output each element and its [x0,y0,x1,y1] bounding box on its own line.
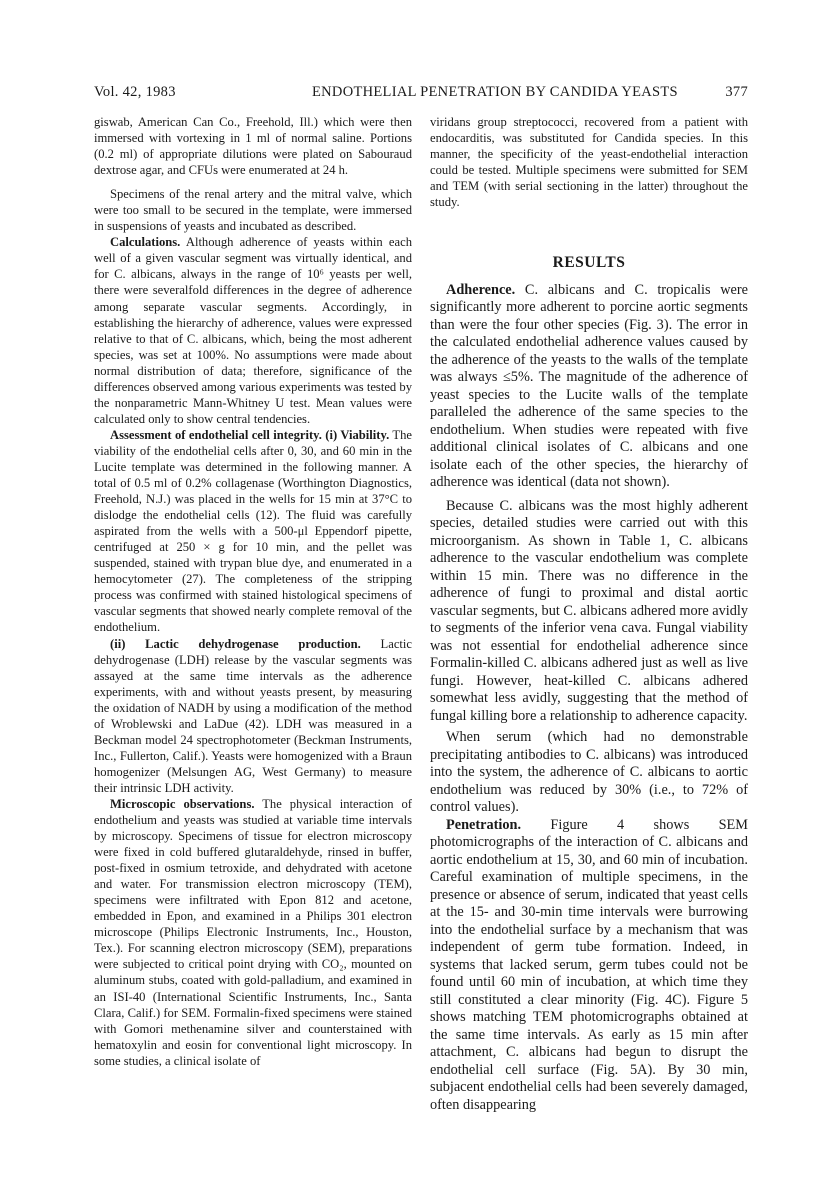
adherence-heading: Adherence. [446,281,516,298]
paragraph-method-continued: giswab, American Can Co., Freehold, Ill.) which were then immersed with vortexing in 1 ml of normal saline. Portions (0.2 ml) of appropriate dilutions were plated on Sabouraud dextrose agar, and CFUs were enumerated at 24 h. [94,115,412,178]
left-column [94,114,412,1069]
penetration-heading: Penetration. [446,816,522,833]
ldh-heading: (ii) Lactic dehydrogenase production. [110,636,361,651]
calculations-heading: Calculations. [110,235,181,250]
assessment-text: The viability of the endothelial cells after 0, 30, and 60 min in the Lucite template was determined in the following manner. A total of 0.5 ml of 0.2% collagenase (Worthington Diagnostics, Freehold, N.J.) was placed in the wells for 15 min at 37°C to dislodge the endothelial cells (12). The fluid was carefully aspirated from the wells with a 500-μl Eppendorf pipette, centrifuged at 250 × g for 10 min, and the pellet was suspended, stained with trypan blue dye, and enumerated in a hemocytometer (27). The completeness of the stripping process was confirmed with stained histological specimens of vascular segments that showed nearly complete removal of the endothelium. [94,427,412,635]
assessment-heading: Assessment of endothelial cell integrity. (i) Viability. [110,427,390,442]
microscopy-text: The physical interaction of endothelium and yeasts was studied at variable time intervals by microscopy. Specimens of tissue for electron microscopy were fixed in cold buffered glutaraldehyde, rinsed in buffer, post-fixed in osmium tetroxide, and dehydrated with acetone and water. For transmission electron microscopy (TEM), specimens were infiltrated with Epon 812 and acetone, embedded in Epon, and examined in a Philips 301 electron microscope (Philips Electronic Instruments, Inc., Houston, Tex.). For scanning electron microscopy (SEM), preparations were subjected to critical point drying with CO₂, mounted on aluminum stubs, coated with gold-palladium, and examined in an ISI-40 (International Scientific Instruments, Inc., Santa Clara, Calif.) for SEM. Formalin-fixed specimens were stained with Gomori methenamine silver and counterstained with hematoxylin and eosin for conventional light microscopy. In some studies, a clinical isolate of [94,796,412,1068]
page-number: 377 [725,84,748,100]
calculations-text: Although adherence of yeasts within each well of a given vascular segment was virtually identical, and for C. albicans, always in the range of 10⁶ yeasts per well, there were severalfold differences in the degree of adherence among separate vascular segments. Accordingly, in establishing the hierarchy of adherence, values were expressed relative to that of C. albicans, which, being the most adherent species, was set at 100%. No assumptions were made about normal distribution of data; therefore, significance of the differences observed among various experiments was tested by the nonparametric Mann-Whitney U test. Mean values were calculated only to show central tendencies. [94,235,412,426]
adherence-text: C. albicans and C. tropicalis were significantly more adherent to porcine aortic segments than were the four other species (Fig. 3). The error in the calculated endothelial adherence values caused by the adherence of the yeasts to the walls of the template was always ≤5%. The magnitude of the adherence of yeast species to the Lucite walls of the template paralleled the adherence of the same species to the endothelium. When studies were repeated with five additional clinical isolates of C. albicans and one isolate each of the other species, the hierarchy of adherence was identical (data not shown). [430,281,748,490]
paragraph-serum: When serum (which had no demonstrable precipitating antibodies to C. albicans) was introduced into the system, the adherence of C. albicans to aortic endothelium was reduced by 30% (i.e., to 72% of control values). [430,729,748,815]
penetration-text: Figure 4 shows SEM photomicrographs of the interaction of C. albicans and aortic endothelium at 15, 30, and 60 min of incubation. Careful examination of multiple specimens, in the presence or absence of serum, indicated that yeast cells at the 15- and 30-min time intervals were burrowing into the endothelial surface by a mechanism that was independent of germ tube formation. Indeed, in systems that lacked serum, germ tubes could not be found until 60 min of incubation, at which time they still constituted a clear minority (Fig. 4C). Figure 5 shows matching TEM photomicrographs obtained at the same time intervals. As early as 15 min after attachment, C. albicans had begun to disrupt the endothelial cell surface (Fig. 5A). By 30 min, subjacent endothelial cells had been severely damaged, often disappearing [430,816,749,1113]
results-heading: RESULTS [552,254,626,271]
ldh-text: Lactic dehydrogenase (LDH) release by the vascular segments was assayed at the same time intervals as the adherence experiments, with and without yeasts present, by measuring the oxidation of NADH by using a modification of the method of Wroblewski and LaDue (42). LDH was measured in a Beckman model 24 spectrophotometer (Beckman Instruments, Inc., Fullerton, Calif.). Yeasts were homogenized with a Braun homogenizer (Melsungen AG, West Germany) to measure their intrinsic LDH activity. [94,636,412,795]
running-header [94,84,748,104]
paragraph-because: Because C. albicans was the most highly adherent species, detailed studies were carried out with this microorganism. As shown in Table 1, C. albicans adherence to the vascular endothelium was complete within 15 min. There was no difference in the adherence of fungi to proximal and distal aortic vascular segments, but C. albicans adhered more avidly to segments of the inferior vena cava. Fungal viability was not essential for endothelial adherence since Formalin-killed C. albicans adhered just as well as live fungi. However, heat-killed C. albicans adhered somewhat less avidly, suggesting that the method of fungal killing bore a relationship to adherence capacity. [430,497,749,724]
right-column-results [430,236,748,1114]
paragraph-calculations [94,234,412,427]
paragraph-penetration [430,817,748,1115]
paragraph-streptococci: viridans group streptococci, recovered from a patient with endocarditis, was substituted for Candida species. In this manner, the specificity of the yeast-endothelial interaction could be tested. Multiple specimens were submitted for SEM and TEM (with serial sectioning in the latter) throughout the study. [430,115,748,210]
paragraph-specimens: Specimens of the renal artery and the mitral valve, which were too small to be secured in the template, were immersed in suspensions of yeasts and incubated as described. [94,187,412,234]
running-title: ENDOTHELIAL PENETRATION BY CANDIDA YEASTS [312,84,678,100]
paragraph-assessment [94,427,412,636]
volume-label: Vol. 42, 1983 [94,84,176,100]
paragraph-microscopy [94,796,412,1069]
paragraph-adherence [430,282,748,492]
right-column-top [430,114,748,210]
microscopy-heading: Microscopic observations. [110,796,255,811]
paragraph-ldh [94,636,412,796]
